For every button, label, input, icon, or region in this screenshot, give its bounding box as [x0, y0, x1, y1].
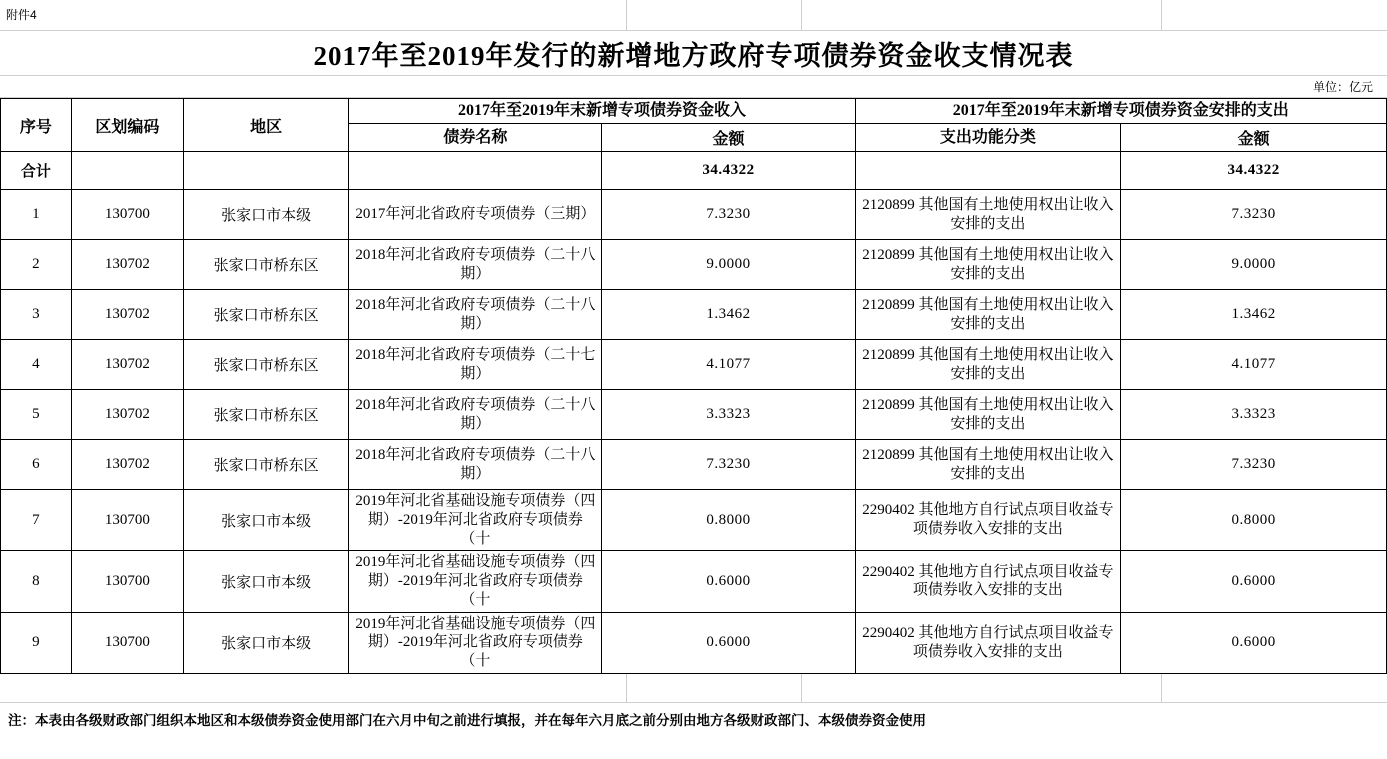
cell-expense-amount: 9.0000	[1121, 240, 1387, 290]
cell-seq: 9	[1, 612, 72, 673]
cell-area: 张家口市桥东区	[184, 390, 349, 440]
cell-bond-name: 2018年河北省政府专项债券（二十七期）	[349, 340, 602, 390]
cell-area: 张家口市本级	[184, 490, 349, 551]
cell-area: 张家口市本级	[184, 190, 349, 240]
cell-bond-name: 2018年河北省政府专项债券（二十八期）	[349, 290, 602, 340]
cell-bond-name: 2019年河北省基础设施专项债券（四期）-2019年河北省政府专项债券（十	[349, 551, 602, 612]
header-row-groups	[1, 99, 1387, 124]
cell-expense-amount: 7.3230	[1121, 190, 1387, 240]
table-head	[1, 99, 1387, 152]
cell-code: 130702	[71, 240, 183, 290]
cell-expense-amount: 0.6000	[1121, 612, 1387, 673]
cell-func-class: 2120899 其他国有土地使用权出让收入安排的支出	[855, 190, 1121, 240]
table-row	[1, 340, 1387, 390]
cell-expense-amount: 4.1077	[1121, 340, 1387, 390]
cell-area: 张家口市桥东区	[184, 440, 349, 490]
cell-bond-name: 2018年河北省政府专项债券（二十八期）	[349, 390, 602, 440]
cell-func-class: 2120899 其他国有土地使用权出让收入安排的支出	[855, 290, 1121, 340]
cell-income-amount: 7.3230	[602, 190, 855, 240]
cell-bond-name: 2017年河北省政府专项债券（三期）	[349, 190, 602, 240]
attachment-spacer-1	[627, 0, 802, 30]
cell-seq: 1	[1, 190, 72, 240]
table-row	[1, 551, 1387, 612]
trailing-cell-3	[802, 674, 1162, 702]
attachment-spacer-3	[1162, 0, 1387, 30]
attachment-label: 附件4	[0, 0, 627, 30]
cell-code: 130702	[71, 340, 183, 390]
cell-income-amount: 7.3230	[602, 440, 855, 490]
unit-band	[0, 76, 1387, 98]
cell-code: 130700	[71, 490, 183, 551]
total-label: 合计	[1, 152, 72, 190]
cell-func-class: 2290402 其他地方自行试点项目收益专项债券收入安排的支出	[855, 551, 1121, 612]
table-row	[1, 490, 1387, 551]
trailing-cell-4	[1162, 674, 1387, 702]
cell-func-class: 2120899 其他国有土地使用权出让收入安排的支出	[855, 340, 1121, 390]
table-body	[1, 152, 1387, 674]
cell-func-class: 2120899 其他国有土地使用权出让收入安排的支出	[855, 440, 1121, 490]
cell-income-amount: 4.1077	[602, 340, 855, 390]
cell-expense-amount: 7.3230	[1121, 440, 1387, 490]
cell-bond-name: 2018年河北省政府专项债券（二十八期）	[349, 440, 602, 490]
unit-label: 单位：亿元	[1312, 80, 1373, 94]
cell-income-amount: 0.6000	[602, 551, 855, 612]
cell-code: 130702	[71, 440, 183, 490]
cell-seq: 3	[1, 290, 72, 340]
cell-code: 130700	[71, 612, 183, 673]
cell-expense-amount: 1.3462	[1121, 290, 1387, 340]
cell-func-class: 2120899 其他国有土地使用权出让收入安排的支出	[855, 390, 1121, 440]
cell-income-amount: 3.3323	[602, 390, 855, 440]
total-func-class	[855, 152, 1121, 190]
col-header-seq: 序号	[1, 99, 72, 152]
cell-expense-amount: 0.8000	[1121, 490, 1387, 551]
attachment-spacer-2	[802, 0, 1162, 30]
cell-code: 130700	[71, 551, 183, 612]
trailing-cell-2	[627, 674, 802, 702]
cell-func-class: 2120899 其他国有土地使用权出让收入安排的支出	[855, 240, 1121, 290]
table-row	[1, 390, 1387, 440]
col-header-income-amount: 金额	[602, 124, 855, 152]
cell-expense-amount: 3.3323	[1121, 390, 1387, 440]
total-bond-name	[349, 152, 602, 190]
cell-seq: 2	[1, 240, 72, 290]
table-row	[1, 612, 1387, 673]
cell-code: 130700	[71, 190, 183, 240]
cell-seq: 4	[1, 340, 72, 390]
trailing-cell-1	[0, 674, 627, 702]
attachment-row	[0, 0, 1387, 31]
table-row	[1, 290, 1387, 340]
group-header-income: 2017年至2019年末新增专项债券资金收入	[349, 99, 855, 124]
cell-code: 130702	[71, 390, 183, 440]
table-row	[1, 190, 1387, 240]
cell-code: 130702	[71, 290, 183, 340]
bond-funds-table	[0, 98, 1387, 674]
total-code	[71, 152, 183, 190]
cell-area: 张家口市桥东区	[184, 290, 349, 340]
total-expense-amount: 34.4322	[1121, 152, 1387, 190]
cell-seq: 7	[1, 490, 72, 551]
total-income-amount: 34.4322	[602, 152, 855, 190]
cell-expense-amount: 0.6000	[1121, 551, 1387, 612]
cell-func-class: 2290402 其他地方自行试点项目收益专项债券收入安排的支出	[855, 612, 1121, 673]
cell-area: 张家口市本级	[184, 612, 349, 673]
cell-income-amount: 0.6000	[602, 612, 855, 673]
cell-area: 张家口市本级	[184, 551, 349, 612]
col-header-bond-name: 债券名称	[349, 124, 602, 152]
cell-seq: 6	[1, 440, 72, 490]
title-band	[0, 31, 1387, 76]
cell-area: 张家口市桥东区	[184, 340, 349, 390]
footnote: 注：本表由各级财政部门组织本地区和本级债券资金使用部门在六月中旬之前进行填报，并在每年六月底之前分别由地方各级财政部门、本级债券资金使用	[8, 712, 926, 728]
cell-area: 张家口市桥东区	[184, 240, 349, 290]
col-header-expense-amount: 金额	[1121, 124, 1387, 152]
cell-income-amount: 9.0000	[602, 240, 855, 290]
cell-income-amount: 0.8000	[602, 490, 855, 551]
col-header-func-class: 支出功能分类	[855, 124, 1121, 152]
cell-income-amount: 1.3462	[602, 290, 855, 340]
total-row	[1, 152, 1387, 190]
cell-func-class: 2290402 其他地方自行试点项目收益专项债券收入安排的支出	[855, 490, 1121, 551]
col-header-area: 地区	[184, 99, 349, 152]
table-row	[1, 240, 1387, 290]
cell-bond-name: 2018年河北省政府专项债券（二十八期）	[349, 240, 602, 290]
cell-seq: 8	[1, 551, 72, 612]
cell-seq: 5	[1, 390, 72, 440]
page-title: 2017年至2019年发行的新增地方政府专项债券资金收支情况表	[313, 40, 1074, 71]
col-header-code: 区划编码	[71, 99, 183, 152]
trailing-grid-row	[0, 674, 1387, 703]
cell-bond-name: 2019年河北省基础设施专项债券（四期）-2019年河北省政府专项债券（十	[349, 490, 602, 551]
total-area	[184, 152, 349, 190]
table-row	[1, 440, 1387, 490]
group-header-expenditure: 2017年至2019年末新增专项债券资金安排的支出	[855, 99, 1386, 124]
cell-bond-name: 2019年河北省基础设施专项债券（四期）-2019年河北省政府专项债券（十	[349, 612, 602, 673]
